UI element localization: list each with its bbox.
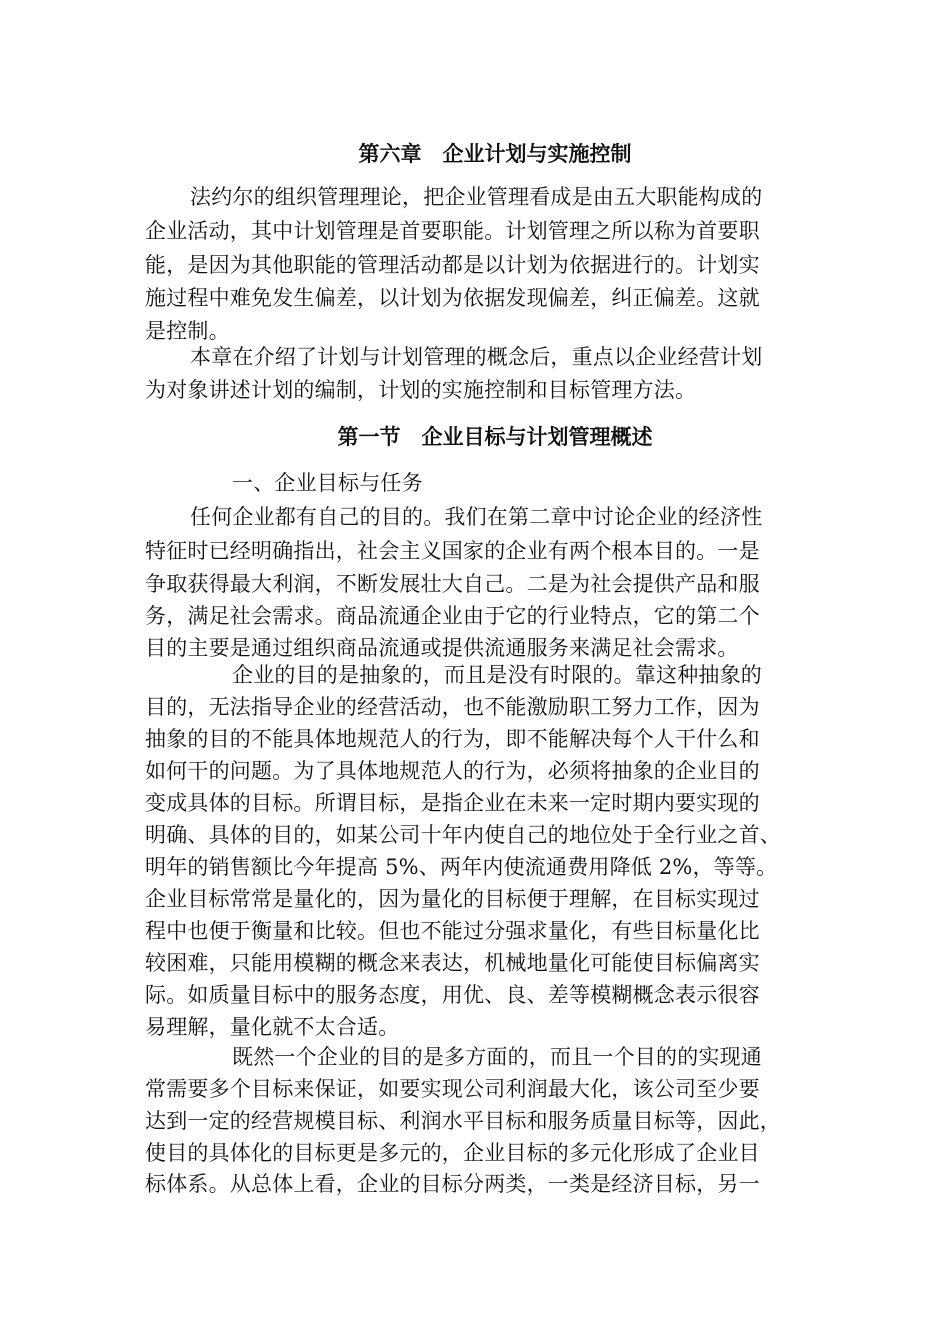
paragraph-line: 如何干的问题。为了具体地规范人的行为，必须将抽象的企业目的 [145, 759, 760, 783]
paragraph-line: 明年的销售额比今年提高 5%、两年内使流通费用降低 2%，等等。 [145, 855, 778, 879]
paragraph-line: 法约尔的组织管理理论，把企业管理看成是由五大职能构成的 [190, 185, 763, 209]
paragraph-line: 常需要多个目标来保证，如要实现公司利润最大化，该公司至少要 [145, 1077, 760, 1101]
paragraph-line: 企业目标常常是量化的，因为量化的目标便于理解，在目标实现过 [145, 887, 760, 911]
paragraph-line: 使目的具体化的目标更是多元的，企业目标的多元化形成了企业目 [145, 1141, 760, 1165]
paragraph-line: 较困难，只能用模糊的概念来表达，机械地量化可能使目标偏离实 [145, 951, 760, 975]
paragraph-line: 目的主要是通过组织商品流通或提供流通服务来满足社会需求。 [145, 636, 739, 660]
paragraph-line: 企业活动，其中计划管理是首要职能。计划管理之所以称为首要职 [145, 219, 760, 243]
paragraph-line: 易理解，量化就不太合适。 [145, 1015, 400, 1039]
paragraph-line: 企业的目的是抽象的，而且是没有时限的。靠这种抽象的 [232, 663, 762, 687]
paragraph-line: 任何企业都有自己的目的。我们在第二章中讨论企业的经济性 [190, 505, 763, 529]
paragraph-line: 程中也便于衡量和比较。但也不能过分强求量化，有些目标量化比 [145, 919, 760, 943]
paragraph-line: 目的，无法指导企业的经营活动，也不能激励职工努力工作，因为 [145, 695, 760, 719]
paragraph-line: 达到一定的经营规模目标、利润水平目标和服务质量目标等，因此， [145, 1109, 781, 1133]
paragraph-line: 既然一个企业的目的是多方面的，而且一个目的的实现通 [232, 1045, 762, 1069]
subheading: 一、企业目标与任务 [232, 471, 423, 495]
chapter-title: 第六章 企业计划与实施控制 [358, 141, 632, 166]
paragraph-line: 特征时已经明确指出，社会主义国家的企业有两个根本目的。一是 [145, 539, 760, 563]
paragraph-line: 施过程中难免发生偏差，以计划为依据发现偏差，纠正偏差。这就 [145, 286, 760, 310]
paragraph-line: 明确、具体的目的，如某公司十年内使自己的地位处于全行业之首、 [145, 823, 781, 847]
paragraph-line: 为对象讲述计划的编制，计划的实施控制和目标管理方法。 [145, 378, 697, 402]
paragraph-line: 是控制。 [145, 319, 230, 343]
paragraph-line: 际。如质量目标中的服务态度，用优、良、差等模糊概念表示很容 [145, 983, 760, 1007]
section-title: 第一节 企业目标与计划管理概述 [337, 424, 653, 449]
paragraph-line: 本章在介绍了计划与计划管理的概念后，重点以企业经营计划 [190, 345, 763, 369]
paragraph-line: 务，满足社会需求。商品流通企业由于它的行业特点，它的第二个 [145, 604, 760, 628]
paragraph-line: 标体系。从总体上看，企业的目标分两类，一类是经济目标，另一 [145, 1172, 760, 1196]
paragraph-line: 抽象的目的不能具体地规范人的行为，即不能解决每个人干什么和 [145, 727, 760, 751]
paragraph-line: 能，是因为其他职能的管理活动都是以计划为依据进行的。计划实 [145, 253, 760, 277]
paragraph-line: 变成具体的目标。所谓目标，是指企业在未来一定时期内要实现的 [145, 791, 760, 815]
paragraph-line: 争取获得最大利润，不断发展壮大自己。二是为社会提供产品和服 [145, 572, 760, 596]
